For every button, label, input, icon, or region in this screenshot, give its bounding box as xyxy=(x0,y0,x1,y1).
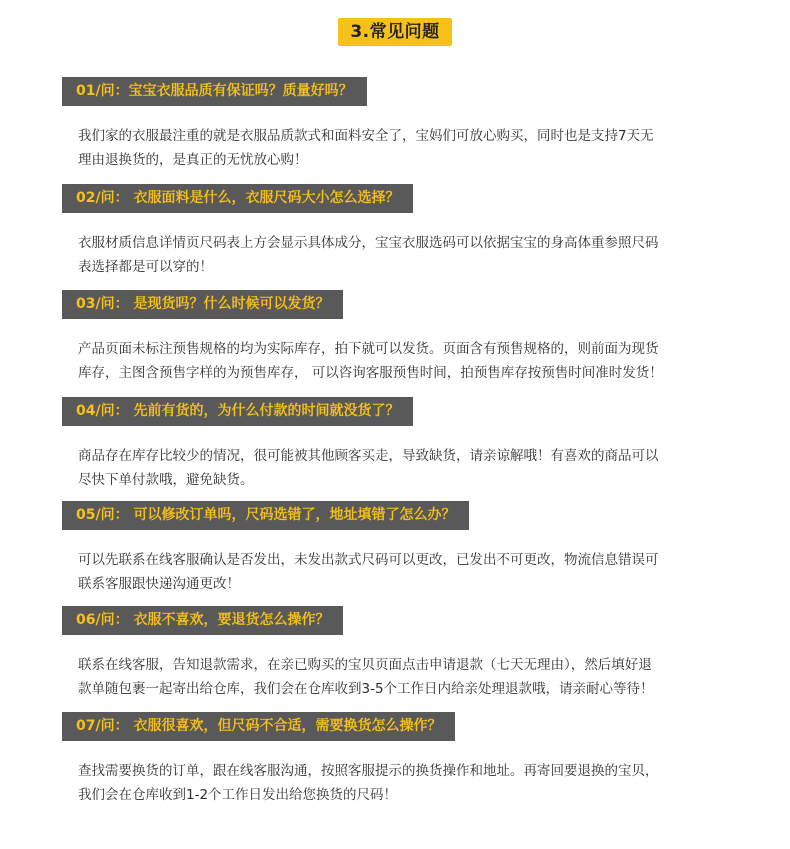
answer-line: 联系客服跟快递沟通更改！ xyxy=(78,576,240,592)
faq-answer xyxy=(78,231,742,279)
faq-item-04 xyxy=(62,397,742,492)
answer-line: 联系在线客服，告知退款需求，在亲已购买的宝贝页面点击申请退款（七天无理由），然后填好退 xyxy=(78,657,652,673)
answer-line: 衣服材质信息详情页尺码表上方会显示具体成分，宝宝衣服选码可以依据宝宝的身高体重参照尺码 xyxy=(78,235,659,251)
answer-line: 库存，主图含预售字样的为预售库存， 可以咨询客服预售时间，拍预售库存按预售时间准时发货！ xyxy=(78,365,663,381)
faq-question: 04/问： 先前有货的，为什么付款的时间就没货了？ xyxy=(62,397,413,426)
faq-question: 01/问：宝宝衣服品质有保证吗？质量好吗？ xyxy=(62,77,367,106)
faq-question: 07/问： 衣服很喜欢，但尺码不合适，需要换货怎么操作？ xyxy=(62,712,455,741)
answer-line: 我们会在仓库收到1-2个工作日发出给您换货的尺码！ xyxy=(78,787,398,803)
answer-line: 商品存在库存比较少的情况，很可能被其他顾客买走，导致缺货，请亲谅解哦！有喜欢的商品可以 xyxy=(78,448,659,464)
faq-answer xyxy=(78,337,742,385)
page-title: 3.常见问题 xyxy=(338,18,451,46)
faq-item-07 xyxy=(62,712,742,807)
answer-line: 尽快下单付款哦，避免缺货。 xyxy=(78,472,254,488)
answer-line: 查找需要换货的订单，跟在线客服沟通，按照客服提示的换货操作和地址。再寄回要退换的宝贝， xyxy=(78,763,659,779)
answer-line: 产品页面未标注预售规格的均为实际库存，拍下就可以发货。页面含有预售规格的，则前面为现货 xyxy=(78,341,659,357)
faq-item-01 xyxy=(62,77,742,172)
faq-answer xyxy=(78,124,742,172)
faq-item-02 xyxy=(62,184,742,279)
answer-line: 我们家的衣服最注重的就是衣服品质款式和面料安全了，宝妈们可放心购买，同时也是支持7天无 xyxy=(78,128,654,144)
faq-answer xyxy=(78,653,742,701)
faq-question: 02/问： 衣服面料是什么，衣服尺码大小怎么选择？ xyxy=(62,184,413,213)
faq-answer xyxy=(78,759,742,807)
faq-question: 03/问： 是现货吗？什么时候可以发货？ xyxy=(62,290,343,319)
faq-question: 05/问： 可以修改订单吗，尺码选错了，地址填错了怎么办？ xyxy=(62,501,469,530)
faq-answer xyxy=(78,548,742,596)
faq-item-03 xyxy=(62,290,742,385)
answer-line: 款单随包裹一起寄出给仓库，我们会在仓库收到3-5个工作日内给亲处理退款哦，请亲耐心等待！ xyxy=(78,681,654,697)
faq-question: 06/问： 衣服不喜欢，要退货怎么操作？ xyxy=(62,606,343,635)
answer-line: 表选择都是可以穿的！ xyxy=(78,259,213,275)
faq-item-06 xyxy=(62,606,742,701)
title-area xyxy=(0,18,790,46)
answer-line: 理由退换货的，是真正的无忧放心购！ xyxy=(78,152,308,168)
faq-item-05 xyxy=(62,501,742,596)
faq-answer xyxy=(78,444,742,492)
answer-line: 可以先联系在线客服确认是否发出，未发出款式尺码可以更改，已发出不可更改，物流信息错误可 xyxy=(78,552,659,568)
